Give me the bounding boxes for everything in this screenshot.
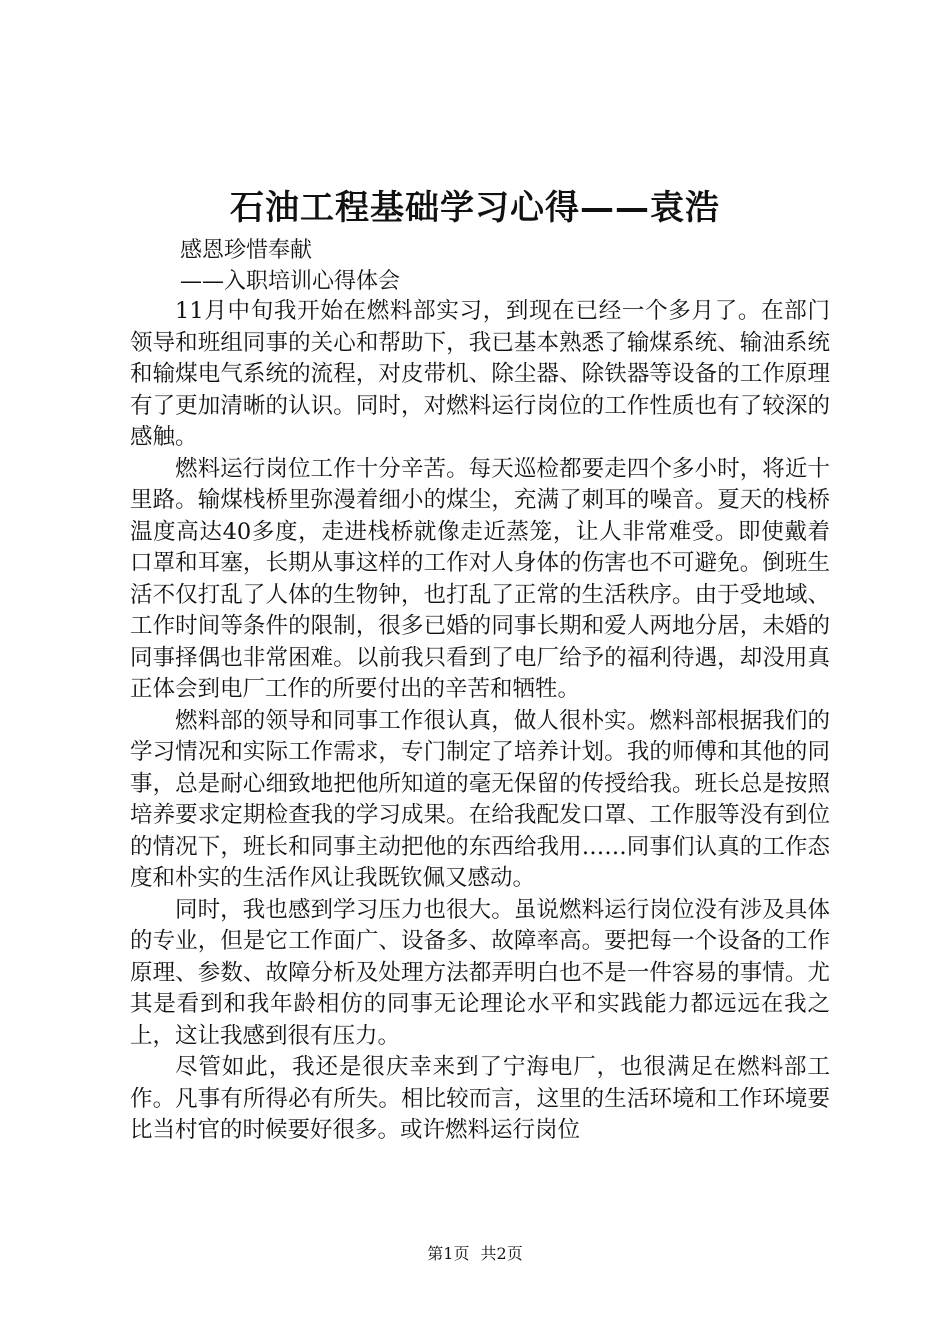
subtitle-line-2: ——入职培训心得体会 (180, 269, 401, 294)
paragraph: 燃料部的领导和同事工作很认真，做人很朴实。燃料部根据我们的学习情况和实际工作需求，专门制定了培养计划。我的师傅和其他的同事，总是耐心细致地把他所知道的毫无保留的传授给我。班长总是按照培养要求定期检查我的学习成果。在给我配发口罩、工作服等没有到位的情况下，班长和同事主动把他的东西给我用……同事们认真的工作态度和朴实的生活作风让我既钦佩又感动。 (130, 707, 830, 891)
page-total: 共2页 (480, 1244, 523, 1263)
paragraph: 尽管如此，我还是很庆幸来到了宁海电厂，也很满足在燃料部工作。凡事有所得必有所失。相比较而言，这里的生活环境和工作环境要比当村官的时候要好很多。或许燃料运行岗位 (130, 1054, 830, 1143)
paragraph: 燃料运行岗位工作十分辛苦。每天巡检都要走四个多小时，将近十里路。输煤栈桥里弥漫着细小的煤尘，充满了刺耳的噪音。夏天的栈桥温度高达40多度，走进栈桥就像走近蒸笼，让人非常难受。即使戴着口罩和耳塞，长期从事这样的工作对人身体的伤害也不可避免。倒班生活不仅打乱了人体的生物钟，也打乱了正常的生活秩序。由于受地域、工作时间等条件的限制，很多已婚的同事长期和爱人两地分居，未婚的同事择偶也非常困难。以前我只看到了电厂给予的福利待遇，却没用真正体会到电厂工作的所要付出的辛苦和牺牲。 (130, 455, 830, 702)
paragraph: 11月中旬我开始在燃料部实习，到现在已经一个多月了。在部门领导和班组同事的关心和帮助下，我已基本熟悉了输煤系统、输油系统和输煤电气系统的流程，对皮带机、除尘器、除铁器等设备的工作原理有了更加清晰的认识。同时，对燃料运行岗位的工作性质也有了较深的感触。 (130, 298, 830, 450)
subtitle-line-1: 感恩珍惜奉献 (180, 238, 313, 263)
page-footer (0, 1243, 950, 1265)
page-number: 第1页 (427, 1244, 470, 1263)
document-title: 石油工程基础学习心得——袁浩 (230, 188, 720, 228)
document-body (130, 296, 830, 1147)
paragraph: 同时，我也感到学习压力也很大。虽说燃料运行岗位没有涉及具体的专业，但是它工作面广、设备多、故障率高。要把每一个设备的工作原理、参数、故障分析及处理方法都弄明白也不是一件容易的事情。尤其是看到和我年龄相仿的同事无论理论水平和实践能力都远远在我之上，这让我感到很有压力。 (130, 896, 830, 1049)
